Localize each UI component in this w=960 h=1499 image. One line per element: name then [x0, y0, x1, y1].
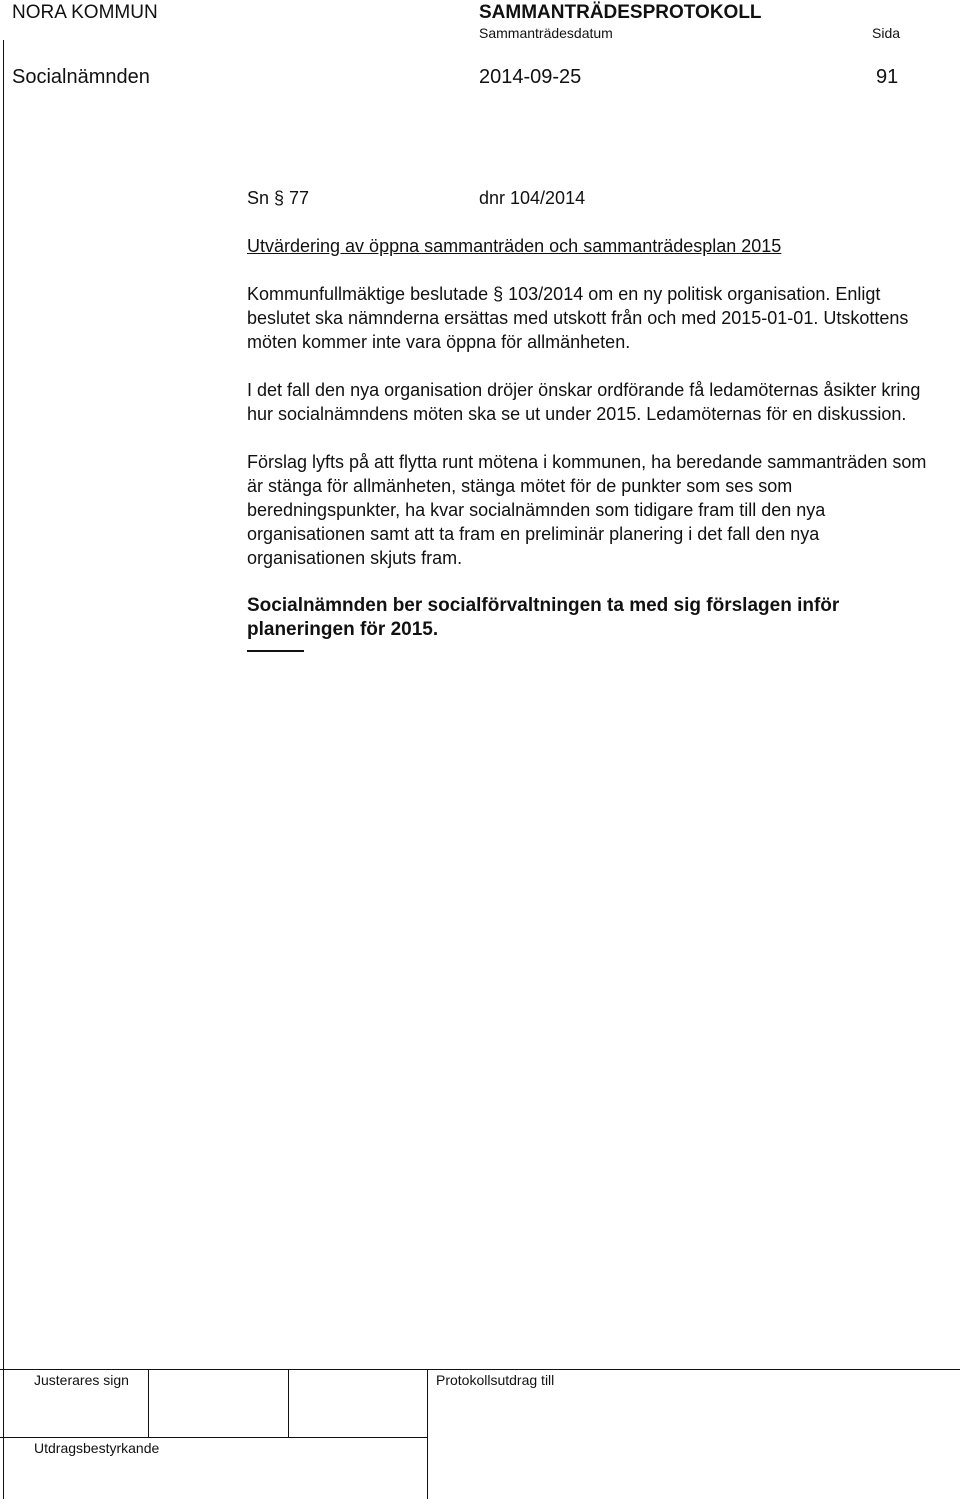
footer-top-rule — [0, 1369, 960, 1370]
organization-name: NORA KOMMUN — [12, 2, 158, 23]
case-title: Utvärdering av öppna sammanträden och sammanträdesplan 2015 — [247, 236, 782, 256]
page-label: Sida — [872, 25, 901, 41]
date-label: Sammanträdesdatum — [479, 25, 613, 41]
footer-divider — [288, 1369, 289, 1437]
case-number: Sn § 77 — [247, 188, 310, 208]
footer-divider — [427, 1369, 428, 1499]
diary-number: dnr 104/2014 — [479, 188, 586, 208]
end-of-section-rule — [247, 650, 304, 652]
paragraph: I det fall den nya organisation dröjer önskar ordförande få ledamöternas åsikter kring hur socialnämndens möten ska se ut under 2015. Ledamöternas för en diskussion. — [247, 380, 921, 424]
meeting-date: 2014-09-25 — [479, 66, 582, 88]
decision: Socialnämnden ber socialförvaltningen ta med sig förslagen inför planeringen för 2015. — [247, 595, 840, 640]
paragraph: Förslag lyfts på att flytta runt mötena i kommunen, ha beredande sammanträden som är stänga för allmänheten, stänga mötet för de punkter som ses som beredningspunkter, ha kvar socialnämnden som tidigare fram till den nya organisationen samt att ta fram en preliminär planering i det fall den nya organisationen skjuts fram. — [247, 452, 927, 568]
case-reference — [247, 186, 937, 210]
page-number: 91 — [876, 66, 899, 88]
committee-name: Socialnämnden — [12, 66, 150, 88]
document-type: SAMMANTRÄDESPROTOKOLL — [479, 2, 762, 23]
extract-to-label: Protokollsutdrag till — [436, 1372, 555, 1388]
certifier-label: Utdragsbestyrkande — [34, 1440, 160, 1456]
footer-divider — [148, 1369, 149, 1437]
footer-mid-rule — [0, 1437, 428, 1438]
left-margin-rule — [3, 40, 4, 1499]
footer-left-rule — [3, 1369, 4, 1499]
adjuster-sign-label: Justerares sign — [34, 1372, 129, 1388]
paragraph: Kommunfullmäktige beslutade § 103/2014 om en ny politisk organisation. Enligt beslutet ska nämnderna ersättas med utskott från och med 2015-01-01. Utskottens möten kommer inte vara öppna för allmänheten. — [247, 284, 909, 352]
signature-footer — [0, 1369, 960, 1499]
minutes-body — [247, 186, 937, 652]
